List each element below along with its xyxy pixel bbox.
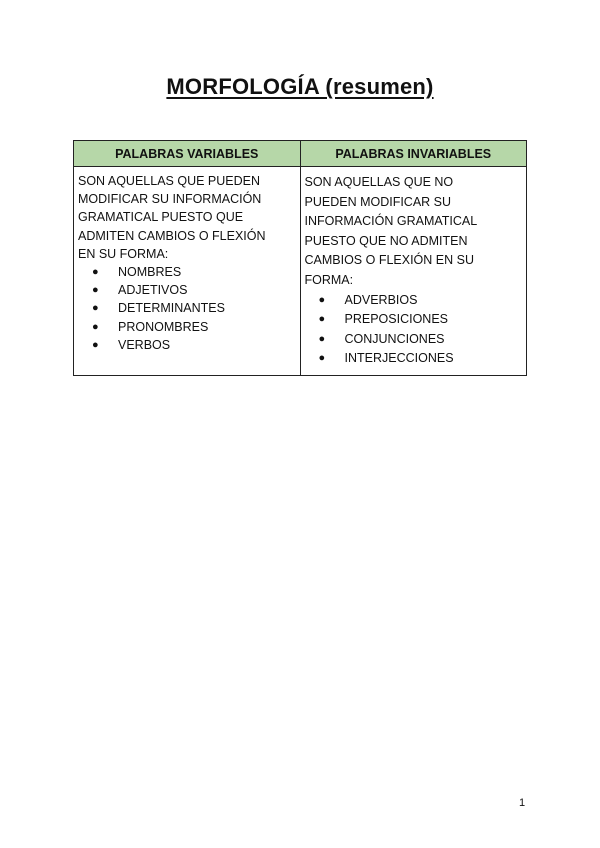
description-line: SON AQUELLAS QUE PUEDEN <box>78 174 261 188</box>
description-line: FORMA: <box>304 272 354 287</box>
description-line: INFORMACIÓN GRAMATICAL <box>304 214 478 229</box>
bullet-icon: ● <box>92 266 99 279</box>
header-variables: PALABRAS VARIABLES <box>74 141 301 167</box>
cell-invariables <box>300 167 527 376</box>
page-number: 1 <box>519 797 526 809</box>
description-line: ADMITEN CAMBIOS O FLEXIÓN <box>78 228 266 243</box>
cell-variables <box>74 167 301 376</box>
list-item-label: PRONOMBRES <box>118 319 209 334</box>
invariables-description <box>305 173 521 291</box>
description-line: SON AQUELLAS QUE NO <box>304 175 454 189</box>
list-item <box>319 291 521 311</box>
description-line: PUESTO QUE NO ADMITEN <box>304 233 468 248</box>
variables-description <box>78 172 294 263</box>
description-line: EN SU FORMA: <box>78 246 169 261</box>
invariables-list <box>305 291 521 369</box>
morphology-table <box>73 140 527 376</box>
description-line: PUEDEN MODIFICAR SU <box>304 194 452 209</box>
header-invariables: PALABRAS INVARIABLES <box>300 141 527 167</box>
table-header-row <box>74 141 527 167</box>
list-item <box>92 281 294 299</box>
description-line: GRAMATICAL PUESTO QUE <box>78 210 244 225</box>
bullet-icon: ● <box>92 302 99 315</box>
list-item <box>319 310 521 330</box>
variables-list <box>78 263 294 354</box>
list-item-label: ADVERBIOS <box>344 292 418 307</box>
list-item-label: ADJETIVOS <box>118 283 188 298</box>
list-item-label: NOMBRES <box>118 265 182 280</box>
list-item-label: INTERJECCIONES <box>344 351 454 366</box>
list-item <box>319 330 521 350</box>
table-row <box>74 167 527 376</box>
bullet-icon: ● <box>318 293 326 306</box>
bullet-icon: ● <box>92 320 99 333</box>
description-line: CAMBIOS O FLEXIÓN EN SU <box>304 253 474 268</box>
list-item <box>92 263 294 281</box>
list-item <box>92 318 294 336</box>
bullet-icon: ● <box>318 313 326 326</box>
list-item-label: DETERMINANTES <box>118 301 225 316</box>
list-item-label: VERBOS <box>118 337 171 352</box>
bullet-icon: ● <box>318 332 326 345</box>
description-line: MODIFICAR SU INFORMACIÓN <box>78 192 262 207</box>
list-item-label: PREPOSICIONES <box>344 312 448 327</box>
bullet-icon: ● <box>318 352 326 365</box>
list-item <box>319 349 521 369</box>
page-title: MORFOLOGÍA (resumen) <box>166 74 434 99</box>
bullet-icon: ● <box>92 284 99 297</box>
list-item-label: CONJUNCIONES <box>344 331 445 346</box>
list-item <box>92 299 294 317</box>
list-item <box>92 336 294 354</box>
bullet-icon: ● <box>92 338 99 351</box>
